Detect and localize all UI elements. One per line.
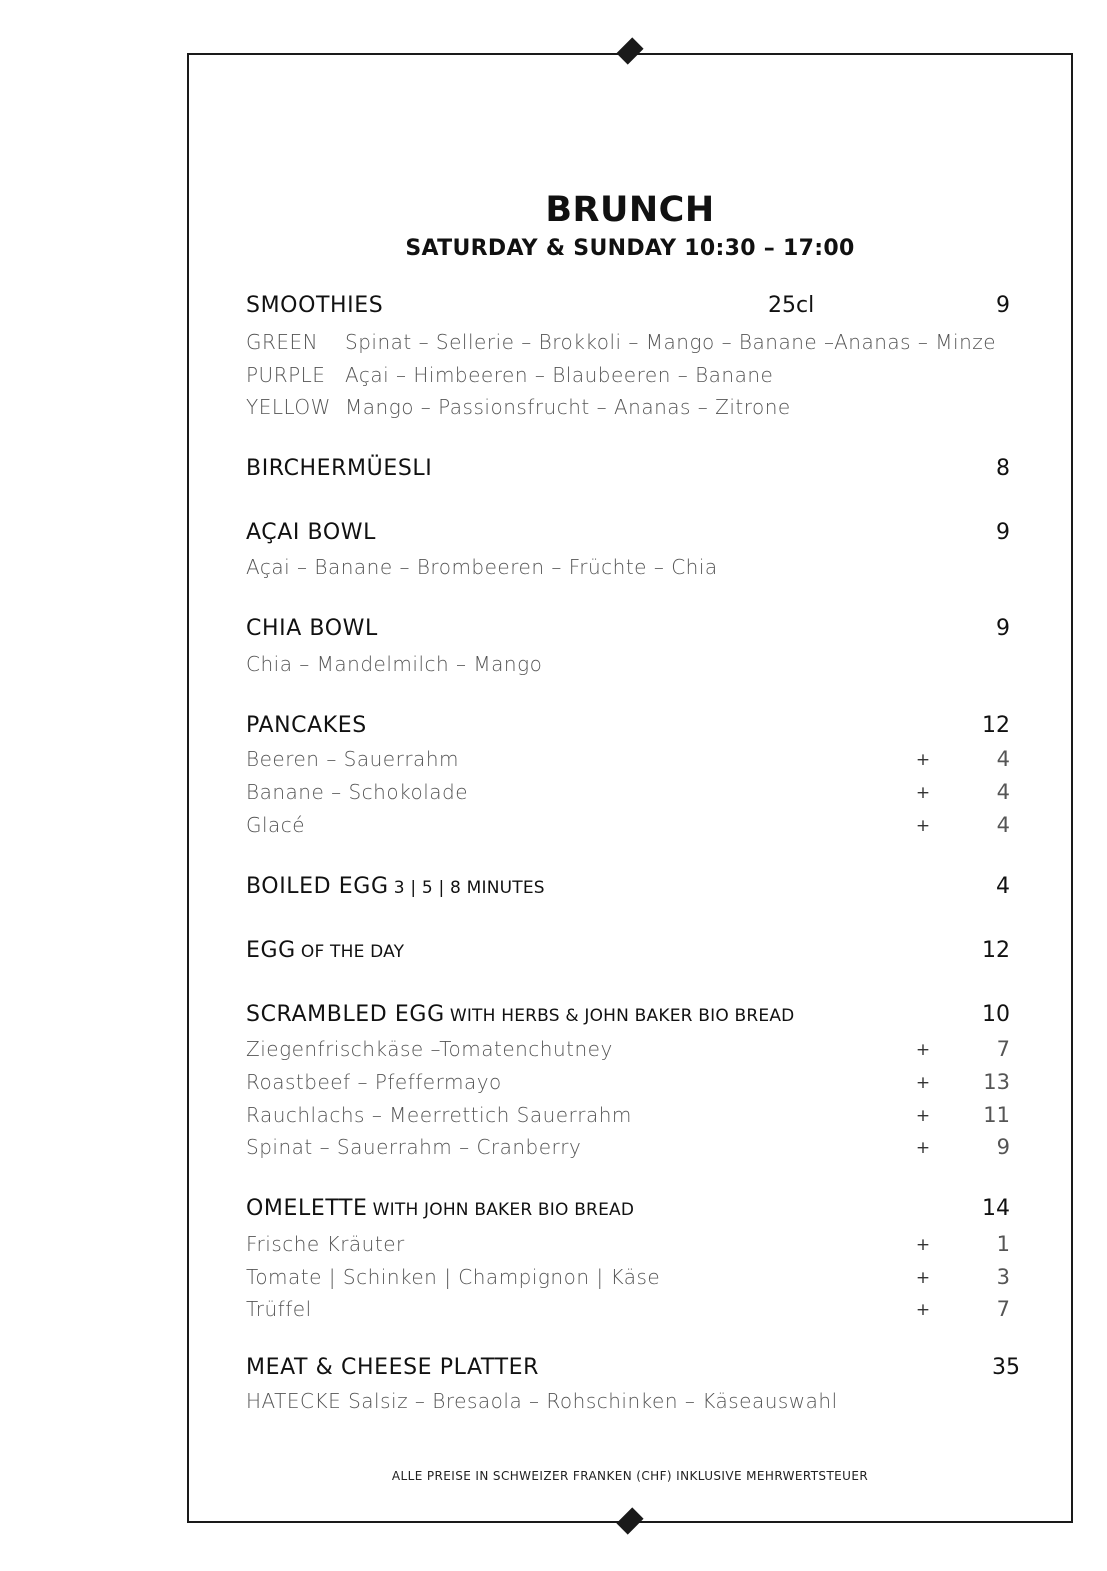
smoothie-desc: Spinat – Sellerie – Brokkoli – Mango – Banane –Ananas – Minze: [345, 330, 997, 354]
item-omelette-note: WITH JOHN BAKER BIO BREAD: [372, 1200, 635, 1220]
item-scrambled-egg-note: WITH HERBS & JOHN BAKER BIO BREAD: [449, 1006, 795, 1026]
item-boiled-egg-note: 3 | 5 | 8 MINUTES: [393, 878, 545, 898]
addon-plus: +: [915, 1073, 931, 1093]
page-title: BRUNCH: [545, 190, 715, 230]
addon-plus: +: [915, 1106, 931, 1126]
item-scrambled-egg-name: SCRAMBLED EGG: [246, 1002, 445, 1027]
item-scrambled-egg-price: 10: [982, 1002, 1010, 1027]
item-egg-of-day-note: OF THE DAY: [300, 942, 405, 962]
smoothie-yellow: [246, 395, 791, 425]
item-boiled-egg-name: BOILED EGG: [246, 874, 389, 899]
smoothie-label: PURPLE: [246, 363, 326, 387]
smoothie-green: [246, 330, 996, 360]
item-boiled-egg-price: 4: [996, 874, 1010, 899]
addon-plus: +: [915, 1235, 931, 1255]
addon-plus: +: [915, 750, 931, 770]
smoothie-label: GREEN: [246, 330, 319, 354]
item-egg-of-day-price: 12: [982, 938, 1010, 963]
item-pancakes-price: 12: [982, 713, 1010, 738]
addon-price: 7: [996, 1297, 1010, 1321]
addon-price: 1: [996, 1232, 1010, 1256]
item-scrambled-egg: [246, 1002, 794, 1032]
addon-desc: Roastbeef – Pfeffermayo: [246, 1070, 502, 1094]
smoothie-desc: Mango – Passionsfrucht – Ananas – Zitrone: [345, 395, 791, 419]
addon-plus: +: [915, 1300, 931, 1320]
item-platter-name: MEAT & CHEESE PLATTER: [246, 1355, 540, 1380]
addon-plus: +: [915, 783, 931, 803]
addon-price: 4: [996, 780, 1010, 804]
addon-desc: Tomate | Schinken | Champignon | Käse: [246, 1265, 661, 1289]
addon-price: 3: [996, 1265, 1010, 1289]
item-omelette-price: 14: [982, 1196, 1010, 1221]
addon-plus: +: [915, 1040, 931, 1060]
footer-note: ALLE PREISE IN SCHWEIZER FRANKEN (CHF) INKLUSIVE MEHRWERTSTEUER: [391, 1469, 869, 1483]
item-chia-bowl-price: 9: [996, 616, 1010, 641]
item-birchermuesli-price: 8: [996, 456, 1010, 481]
item-egg-of-day-name: EGG: [246, 938, 296, 963]
item-platter-desc: HATECKE Salsiz – Bresaola – Rohschinken – Käseauswahl: [246, 1389, 838, 1413]
addon-desc: Trüffel: [246, 1297, 312, 1321]
addon-desc: Rauchlachs – Meerrettich Sauerrahm: [246, 1103, 632, 1127]
addon-desc: Ziegenfrischkäse –Tomatenchutney: [246, 1037, 613, 1061]
item-acai-bowl-price: 9: [996, 520, 1010, 545]
smoothie-label: YELLOW: [246, 395, 331, 419]
addon-price: 4: [996, 747, 1010, 771]
addon-desc: Banane – Schokolade: [246, 780, 468, 804]
item-platter-price: 35: [992, 1355, 1020, 1380]
item-acai-bowl-desc: Açai – Banane – Brombeeren – Früchte – Chia: [246, 555, 718, 579]
smoothie-desc: Açai – Himbeeren – Blaubeeren – Banane: [345, 363, 774, 387]
item-pancakes-name: PANCAKES: [246, 713, 367, 738]
item-omelette-name: OMELETTE: [246, 1196, 368, 1221]
addon-desc: Spinat – Sauerrahm – Cranberry: [246, 1135, 582, 1159]
addon-price: 7: [996, 1037, 1010, 1061]
addon-price: 9: [996, 1135, 1010, 1159]
item-smoothies-name: SMOOTHIES: [246, 293, 384, 318]
item-egg-of-day: [246, 938, 404, 968]
smoothie-purple: [246, 363, 773, 393]
addon-plus: +: [915, 816, 931, 836]
addon-price: 11: [983, 1103, 1010, 1127]
item-acai-bowl-name: AÇAI BOWL: [246, 520, 376, 545]
item-smoothies-size: 25cl: [768, 293, 815, 318]
item-boiled-egg: [246, 874, 545, 904]
addon-desc: Frische Kräuter: [246, 1232, 405, 1256]
item-smoothies-price: 9: [996, 293, 1010, 318]
item-birchermuesli-name: BIRCHERMÜESLI: [246, 456, 433, 481]
item-chia-bowl-desc: Chia – Mandelmilch – Mango: [246, 652, 543, 676]
addon-price: 4: [996, 813, 1010, 837]
addon-price: 13: [983, 1070, 1010, 1094]
addon-plus: +: [915, 1138, 931, 1158]
item-omelette: [246, 1196, 634, 1226]
addon-desc: Beeren – Sauerrahm: [246, 747, 459, 771]
addon-desc: Glacé: [246, 813, 306, 837]
addon-plus: +: [915, 1268, 931, 1288]
item-chia-bowl-name: CHIA BOWL: [246, 616, 378, 641]
page-subtitle: SATURDAY & SUNDAY 10:30 – 17:00: [405, 236, 855, 261]
